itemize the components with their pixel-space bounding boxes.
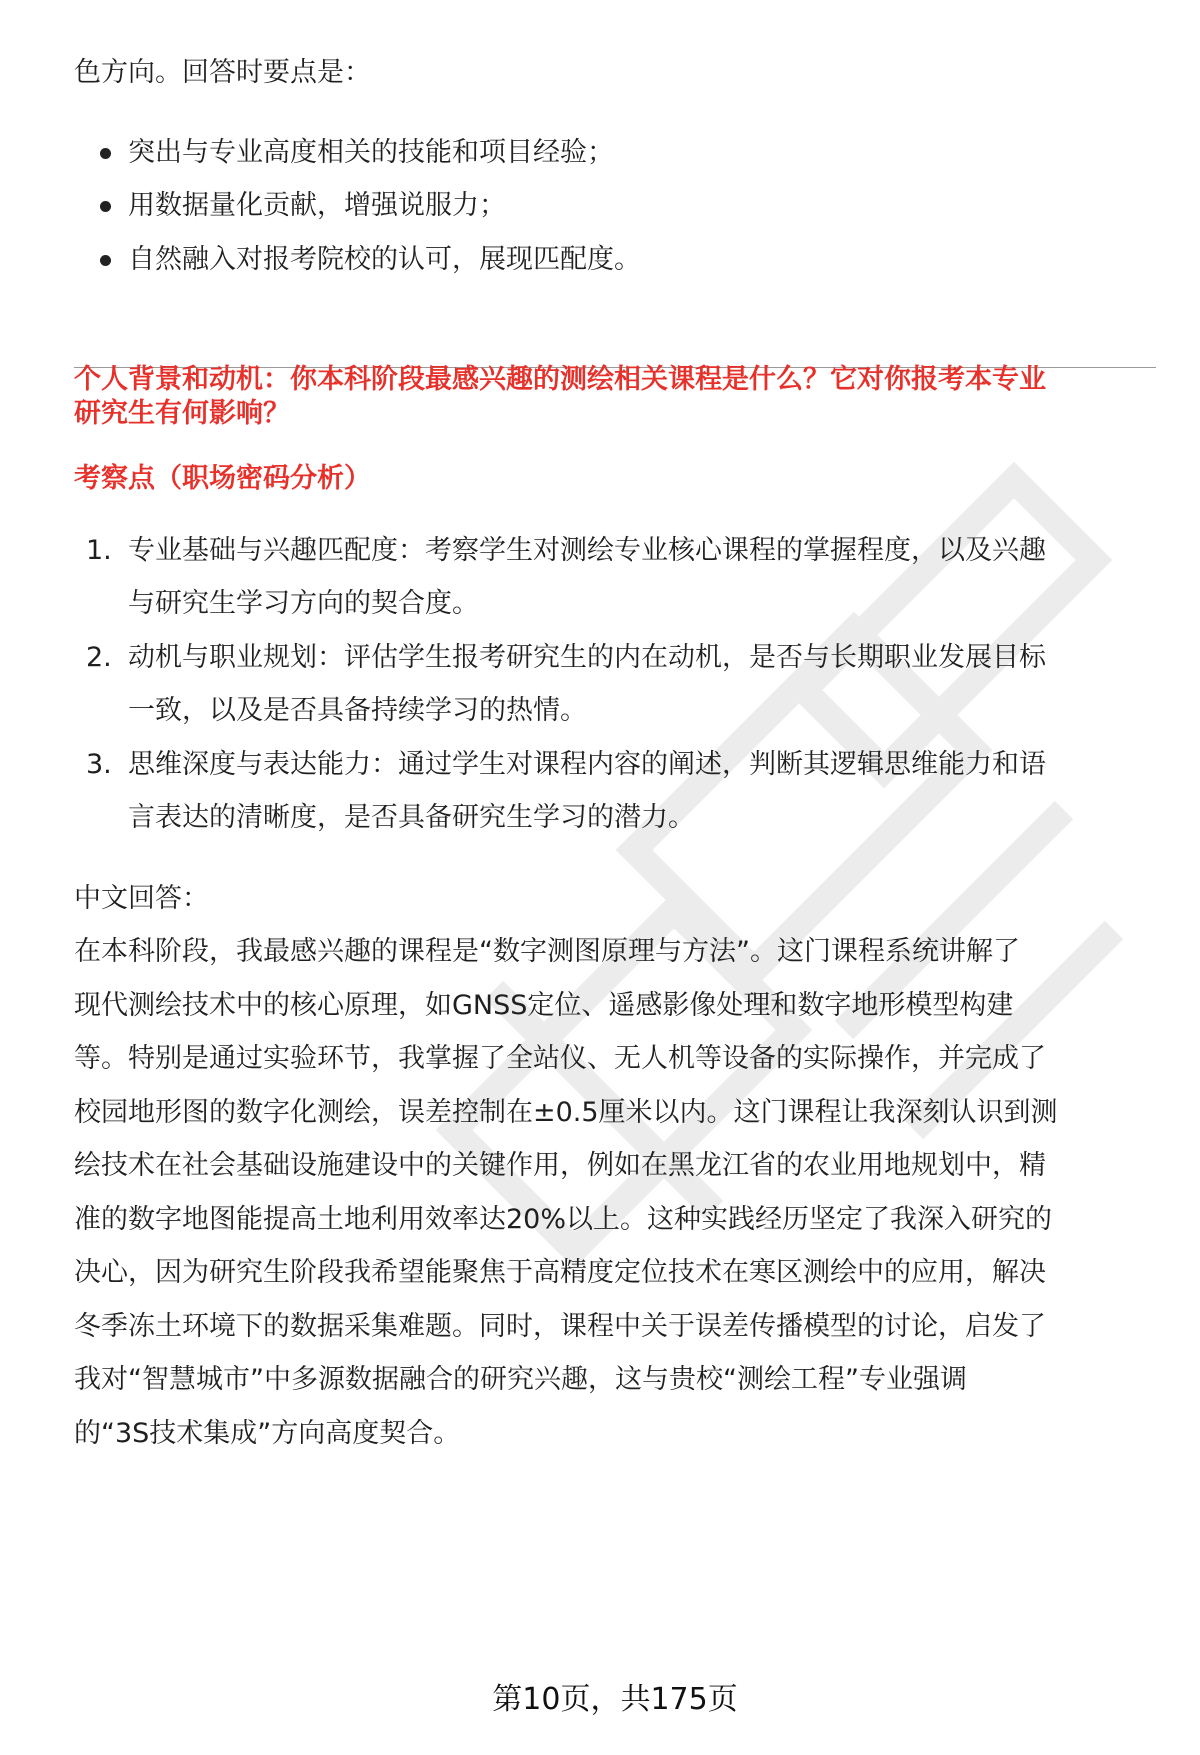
list-item-line: 一致，以及是否具备持续学习的热情。 xyxy=(128,695,587,726)
intro-line: 色方向。回答时要点是： xyxy=(74,57,371,88)
list-number: 2. xyxy=(86,642,112,673)
answer-label: 中文回答： xyxy=(74,883,209,914)
answer-line: 的“3S技术集成”方向高度契合。 xyxy=(74,1418,461,1449)
bullet-icon xyxy=(100,201,111,212)
focus-title: 考察点（职场密码分析） xyxy=(74,463,371,494)
list-number: 3. xyxy=(86,749,112,780)
answer-line: 校园地形图的数字化测绘，误差控制在±0.5厘米以内。这门课程让我深刻认识到测 xyxy=(74,1097,1058,1128)
question-heading-line-2: 研究生有何影响？ xyxy=(74,398,290,429)
question-heading-line-1: 个人背景和动机：你本科阶段最感兴趣的测绘相关课程是什么？它对你报考本专业 xyxy=(74,364,1046,395)
answer-line: 在本科阶段，我最感兴趣的课程是“数字测图原理与方法”。这门课程系统讲解了 xyxy=(74,936,1020,967)
list-item-line: 思维深度与表达能力：通过学生对课程内容的阐述，判断其逻辑思维能力和语 xyxy=(128,749,1046,780)
answer-line: 决心，因为研究生阶段我希望能聚焦于高精度定位技术在寒区测绘中的应用，解决 xyxy=(74,1257,1046,1288)
bullet-icon xyxy=(100,148,111,159)
list-number: 1. xyxy=(86,535,112,566)
list-item: 突出与专业高度相关的技能和项目经验； xyxy=(128,137,614,168)
list-item: 自然融入对报考院校的认可，展现匹配度。 xyxy=(128,244,641,275)
answer-line: 我对“智慧城市”中多源数据融合的研究兴趣，这与贵校“测绘工程”专业强调 xyxy=(74,1364,967,1395)
list-item-line: 动机与职业规划：评估学生报考研究生的内在动机，是否与长期职业发展目标 xyxy=(128,642,1046,673)
answer-line: 绘技术在社会基础设施建设中的关键作用，例如在黑龙江省的农业用地规划中，精 xyxy=(74,1150,1046,1181)
bullet-icon xyxy=(100,255,111,266)
answer-line: 等。特别是通过实验环节，我掌握了全站仪、无人机等设备的实际操作，并完成了 xyxy=(74,1043,1046,1074)
page-footer: 第10页，共175页 xyxy=(492,1682,738,1717)
list-item-line: 专业基础与兴趣匹配度：考察学生对测绘专业核心课程的掌握程度，以及兴趣 xyxy=(128,535,1046,566)
document-page xyxy=(74,0,1156,1755)
list-item: 用数据量化贡献，增强说服力； xyxy=(128,190,506,221)
answer-line: 冬季冻土环境下的数据采集难题。同时，课程中关于误差传播模型的讨论，启发了 xyxy=(74,1311,1046,1342)
list-item-line: 言表达的清晰度，是否具备研究生学习的潜力。 xyxy=(128,802,695,833)
answer-line: 准的数字地图能提高土地利用效率达20%以上。这种实践经历坚定了我深入研究的 xyxy=(74,1204,1053,1235)
list-item-line: 与研究生学习方向的契合度。 xyxy=(128,588,479,619)
answer-line: 现代测绘技术中的核心原理，如GNSS定位、遥感影像处理和数字地形模型构建 xyxy=(74,990,1014,1021)
